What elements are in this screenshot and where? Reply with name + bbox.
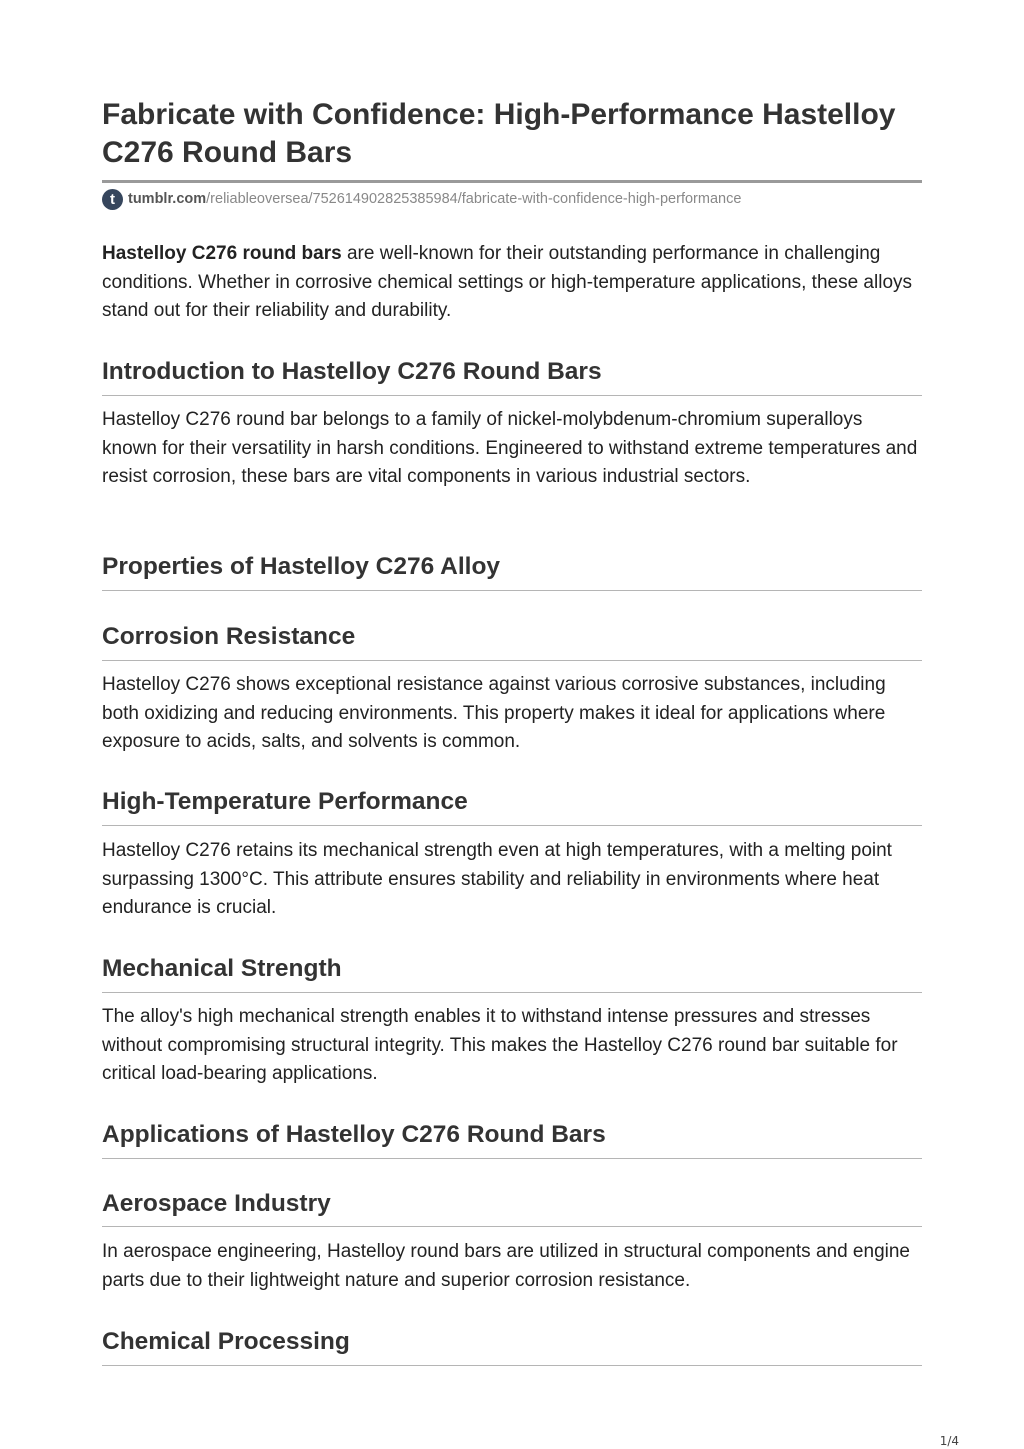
tumblr-icon: t [102,189,123,210]
section-heading: Mechanical Strength [102,955,342,982]
section-divider [102,825,922,826]
section-divider [102,1158,922,1159]
intro-paragraph [102,240,922,326]
section-heading: Corrosion Resistance [102,623,356,650]
section-body: Hastelloy C276 shows exceptional resistance against various corrosive substances, including both oxidizing and reducing environments. This property makes it ideal for applications where exposure to acids, salts, and solvents is common. [102,674,886,753]
source-path: /reliableoversea/752614902825385984/fabricate-with-confidence-high-performance [206,191,742,207]
section-divider [102,660,922,661]
source-domain: tumblr.com [128,191,207,207]
section-body: Hastelloy C276 retains its mechanical strength even at high temperatures, with a melting point surpassing 1300°C. This attribute ensures stability and reliability in environments where heat endurance is crucial. [102,840,892,919]
section-heading: Aerospace Industry [102,1190,331,1217]
title-divider [102,180,922,183]
source-link[interactable] [102,187,741,211]
section-heading: Chemical Processing [102,1328,350,1355]
section-heading: Properties of Hastelloy C276 Alloy [102,553,501,580]
section-divider [102,1365,922,1366]
section-body: In aerospace engineering, Hastelloy round bars are utilized in structural components and engine parts due to their lightweight nature and superior corrosion resistance. [102,1241,910,1291]
section-body: Hastelloy C276 round bar belongs to a family of nickel-molybdenum-chromium superalloys known for their versatility in harsh conditions. Engineered to withstand extreme temperatures and resist corrosion, these bars are vital components in various industrial sectors. [102,409,918,488]
section-heading: Applications of Hastelloy C276 Round Bars [102,1121,606,1148]
section-divider [102,1226,922,1227]
page-number: 1/4 [939,1434,959,1448]
section-divider [102,992,922,993]
section-divider [102,395,922,396]
section-body: The alloy's high mechanical strength enables it to withstand intense pressures and stresses without compromising structural integrity. This makes the Hastelloy C276 round bar suitable for critical load-bearing applications. [102,1006,898,1085]
section-divider [102,590,922,591]
intro-bold: Hastelloy C276 round bars [102,243,342,264]
intro-text: are well-known for their outstanding performance in challenging conditions. Whether in corrosive chemical settings or high-temperature applications, these alloys stand out for their reliability and durability. [102,243,913,322]
section-heading: Introduction to Hastelloy C276 Round Bars [102,358,602,385]
page-title: Fabricate with Confidence: High-Performance Hastelloy C276 Round Bars [102,98,896,169]
section-heading: High-Temperature Performance [102,788,468,815]
